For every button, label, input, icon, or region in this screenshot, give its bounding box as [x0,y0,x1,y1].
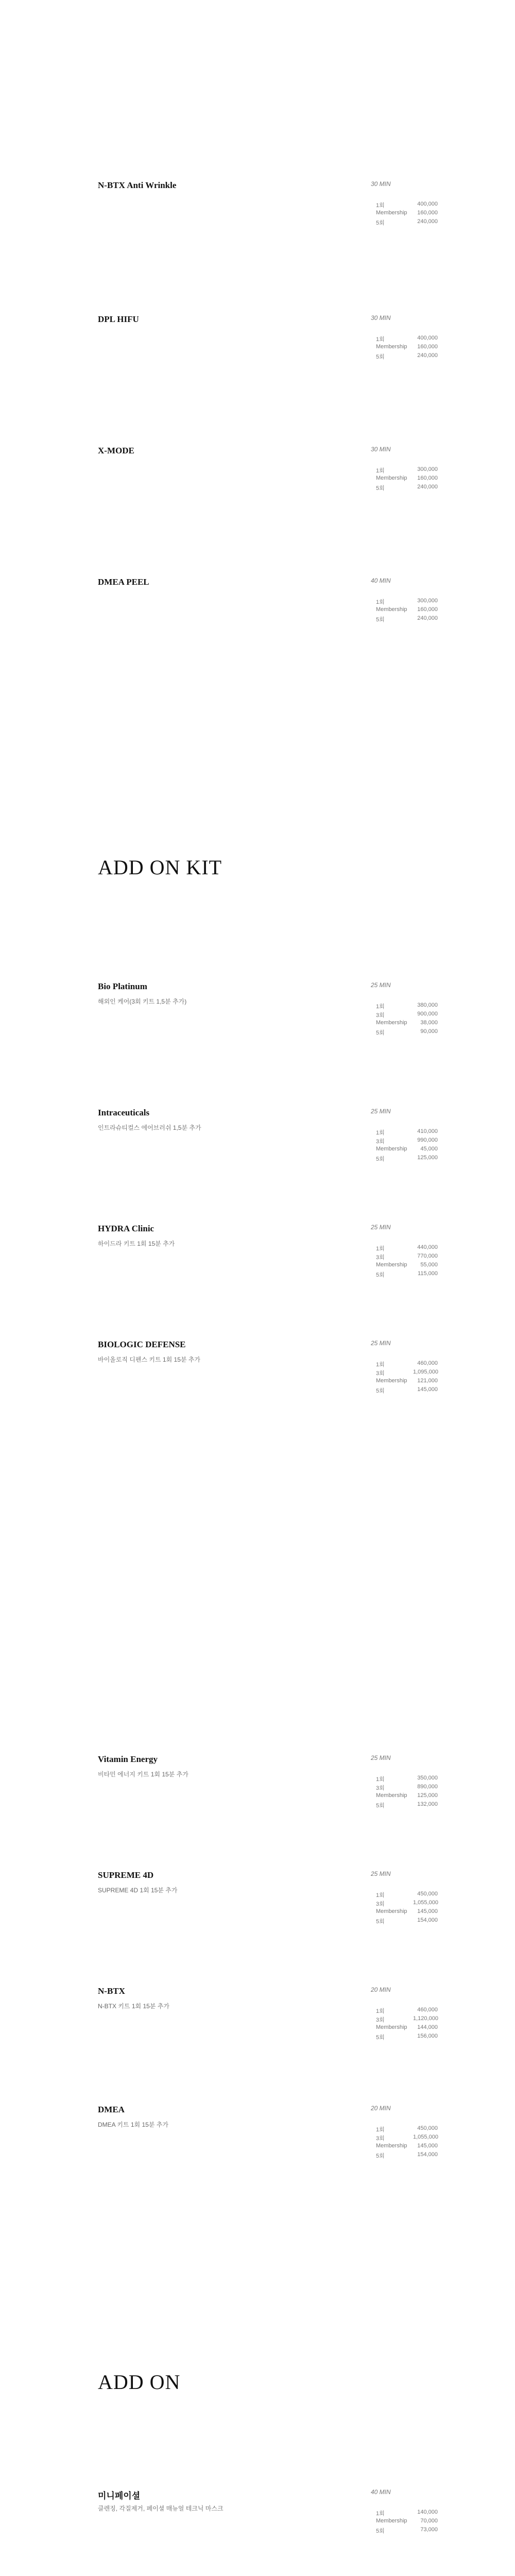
price-value: 70,000 [420,2518,438,2524]
price-label: Membership [376,344,407,350]
price-list [376,201,438,227]
price-value: 45,000 [420,1146,438,1152]
price-list [376,2509,438,2535]
kit-name: HYDRA Clinic [98,1224,154,1233]
price-value: 156,000 [417,2033,438,2039]
price-label: Membership [376,1146,407,1152]
price-row [376,1253,438,1262]
price-value: 73,000 [420,2527,438,2533]
price-list [376,1244,438,1279]
price-value: 300,000 [417,466,438,472]
treatment-duration: 30 MIN [371,180,391,188]
price-label: 1회 [376,2511,385,2517]
price-row [376,1020,438,1028]
price-label: 3회 [376,1370,385,1377]
price-row [376,2024,438,2033]
price-row [376,1128,438,1137]
price-row [376,466,438,475]
price-value: 240,000 [417,615,438,621]
add-on-description: 클렌징, 각질제거, 페이셜 매뉴얼 테크닉 마스크 [98,2505,224,2512]
price-row [376,1792,438,1801]
price-row [376,218,438,227]
price-row [376,210,438,218]
kit-name: Vitamin Energy [98,1754,158,1764]
price-label: Membership [376,2024,407,2030]
price-value: 154,000 [417,2151,438,2158]
price-row [376,1244,438,1253]
price-list [376,1360,438,1395]
kit-description: DMEA 키트 1회 15분 추가 [98,2121,168,2128]
price-row [376,484,438,493]
price-label: 1회 [376,2008,385,2014]
price-label: 5회 [376,2528,385,2534]
section-title-add-on-kit: ADD ON KIT [98,856,222,879]
price-label: 1회 [376,468,385,474]
price-value: 460,000 [417,1360,438,1366]
kit-description: 인트라슈티컬스 에어브러쉬 1,5분 추가 [98,1124,201,1131]
price-row [376,352,438,361]
price-row [376,1270,438,1279]
price-row [376,1011,438,1020]
price-label: Membership [376,2518,407,2524]
treatment-duration: 40 MIN [371,577,391,584]
price-value: 440,000 [417,1244,438,1250]
price-label: Membership [376,606,407,613]
price-label: Membership [376,1020,407,1026]
price-row [376,1784,438,1792]
price-list [376,2007,438,2042]
price-label: 5회 [376,617,385,623]
price-label: Membership [376,210,407,216]
price-label: 1회 [376,1892,385,1899]
price-row [376,2143,438,2151]
kit-duration: 25 MIN [371,1340,391,1347]
price-value: 115,000 [418,1270,438,1277]
price-value: 38,000 [420,1020,438,1026]
price-label: 5회 [376,220,385,226]
price-label: 3회 [376,2136,385,2142]
kit-name: BIOLOGIC DEFENSE [98,1340,186,1349]
price-row [376,1801,438,1810]
treatment-duration: 30 MIN [371,314,391,321]
price-row [376,1386,438,1395]
price-row [376,2125,438,2134]
price-row [376,1360,438,1369]
price-label: 5회 [376,1030,385,1036]
price-row [376,1028,438,1037]
treatment-name: DMEA PEEL [98,577,149,587]
price-value: 990,000 [417,1137,438,1143]
kit-duration: 20 MIN [371,2105,391,2112]
price-row [376,2015,438,2024]
price-value: 160,000 [417,475,438,481]
price-value: 240,000 [417,218,438,225]
price-row [376,475,438,484]
price-value: 145,000 [417,1386,438,1393]
price-row [376,1891,438,1900]
price-value: 121,000 [417,1378,438,1384]
price-value: 90,000 [420,1028,438,1035]
price-label: 1회 [376,1004,385,1010]
price-value: 240,000 [417,352,438,359]
price-label: 5회 [376,1388,385,1394]
kit-duration: 25 MIN [371,1754,391,1761]
price-row [376,1146,438,1155]
price-row [376,2509,438,2518]
price-value: 900,000 [417,1011,438,1017]
price-label: 1회 [376,1776,385,1783]
price-value: 140,000 [417,2509,438,2515]
price-value: 132,000 [417,1801,438,1807]
price-label: 1회 [376,2127,385,2133]
kit-description: 바이올로직 디펜스 키트 1회 15분 추가 [98,1356,200,1363]
kit-description: 해외인 케어(3회 키트 1,5분 추가) [98,998,187,1005]
section-title-add-on: ADD ON [98,2370,181,2394]
kit-duration: 25 MIN [371,1224,391,1231]
price-label: Membership [376,1792,407,1799]
price-label: 3회 [376,1785,385,1791]
kit-duration: 25 MIN [371,1108,391,1115]
price-row [376,1378,438,1386]
price-row [376,2134,438,2143]
price-label: 5회 [376,2153,385,2159]
price-value: 350,000 [417,1775,438,1781]
kit-description: SUPREME 4D 1회 15분 추가 [98,1887,178,1894]
kit-description: 비타민 에너지 키트 1회 15분 추가 [98,1771,188,1778]
price-label: 5회 [376,1156,385,1162]
price-list [376,1002,438,1037]
price-label: 1회 [376,336,385,343]
price-list [376,335,438,361]
price-value: 154,000 [417,1917,438,1923]
price-value: 400,000 [417,335,438,341]
price-label: 1회 [376,599,385,605]
price-row [376,1002,438,1011]
price-list [376,466,438,493]
price-row [376,2033,438,2042]
price-value: 1,095,000 [413,1369,438,1375]
price-value: 770,000 [417,1253,438,1259]
price-row [376,344,438,352]
add-on-duration: 40 MIN [371,2488,391,2496]
kit-description: N-BTX 키트 1회 15분 추가 [98,2003,169,2010]
price-label: 5회 [376,1919,385,1925]
price-label: 5회 [376,1803,385,1809]
kit-name: N-BTX [98,1986,125,1996]
price-label: Membership [376,475,407,481]
price-label: 5회 [376,485,385,492]
price-row [376,201,438,210]
price-label: 3회 [376,1012,385,1019]
treatment-name: X-MODE [98,446,134,455]
price-value: 450,000 [417,1891,438,1897]
kit-name: DMEA [98,2105,125,2114]
price-value: 450,000 [417,2125,438,2131]
price-row [376,1155,438,1163]
price-value: 300,000 [417,598,438,604]
price-value: 125,000 [417,1792,438,1799]
price-row [376,1900,438,1908]
price-row [376,1137,438,1146]
kit-description: 하이드라 키트 1회 15분 추가 [98,1240,175,1247]
price-value: 160,000 [417,606,438,613]
treatment-name: DPL HIFU [98,314,139,324]
price-value: 410,000 [417,1128,438,1134]
kit-duration: 25 MIN [371,981,391,989]
price-value: 145,000 [417,1908,438,1914]
price-label: 1회 [376,1130,385,1136]
price-value: 125,000 [417,1155,438,1161]
price-label: 3회 [376,2017,385,2023]
price-row [376,598,438,606]
price-label: Membership [376,1378,407,1384]
price-row [376,2151,438,2160]
price-value: 240,000 [417,484,438,490]
price-value: 144,000 [417,2024,438,2030]
price-value: 1,055,000 [413,2134,438,2140]
price-value: 1,120,000 [413,2015,438,2022]
kit-name: SUPREME 4D [98,1870,154,1880]
price-value: 160,000 [417,210,438,216]
price-row [376,1262,438,1270]
price-row [376,1908,438,1917]
price-value: 380,000 [417,1002,438,1008]
kit-name: Intraceuticals [98,1108,150,1117]
price-label: Membership [376,1908,407,1914]
price-list [376,1891,438,1926]
add-on-name: 미니페이셜 [98,2491,141,2501]
price-row [376,1775,438,1784]
price-label: 3회 [376,1255,385,1261]
price-row [376,2518,438,2527]
kit-duration: 25 MIN [371,1870,391,1877]
price-value: 400,000 [417,201,438,207]
kit-duration: 20 MIN [371,1986,391,1993]
price-row [376,606,438,615]
price-value: 55,000 [420,1262,438,1268]
price-row [376,335,438,344]
treatment-duration: 30 MIN [371,446,391,453]
price-list [376,598,438,624]
price-value: 460,000 [417,2007,438,2013]
price-row [376,1917,438,1926]
price-label: 5회 [376,2035,385,2041]
price-label: Membership [376,1262,407,1268]
price-list [376,2125,438,2160]
price-label: 1회 [376,202,385,209]
price-row [376,2527,438,2535]
price-label: 1회 [376,1246,385,1252]
price-label: 3회 [376,1139,385,1145]
price-list [376,1775,438,1810]
price-value: 890,000 [417,1784,438,1790]
price-label: 1회 [376,1362,385,1368]
price-row [376,615,438,624]
price-label: 3회 [376,1901,385,1907]
price-value: 145,000 [417,2143,438,2149]
price-row [376,2007,438,2015]
treatment-name: N-BTX Anti Wrinkle [98,180,177,190]
kit-name: Bio Platinum [98,981,147,991]
price-value: 1,055,000 [413,1900,438,1906]
price-label: 5회 [376,354,385,360]
price-list [376,1128,438,1163]
price-label: Membership [376,2143,407,2149]
price-row [376,1369,438,1378]
price-value: 160,000 [417,344,438,350]
price-label: 5회 [376,1272,385,1278]
